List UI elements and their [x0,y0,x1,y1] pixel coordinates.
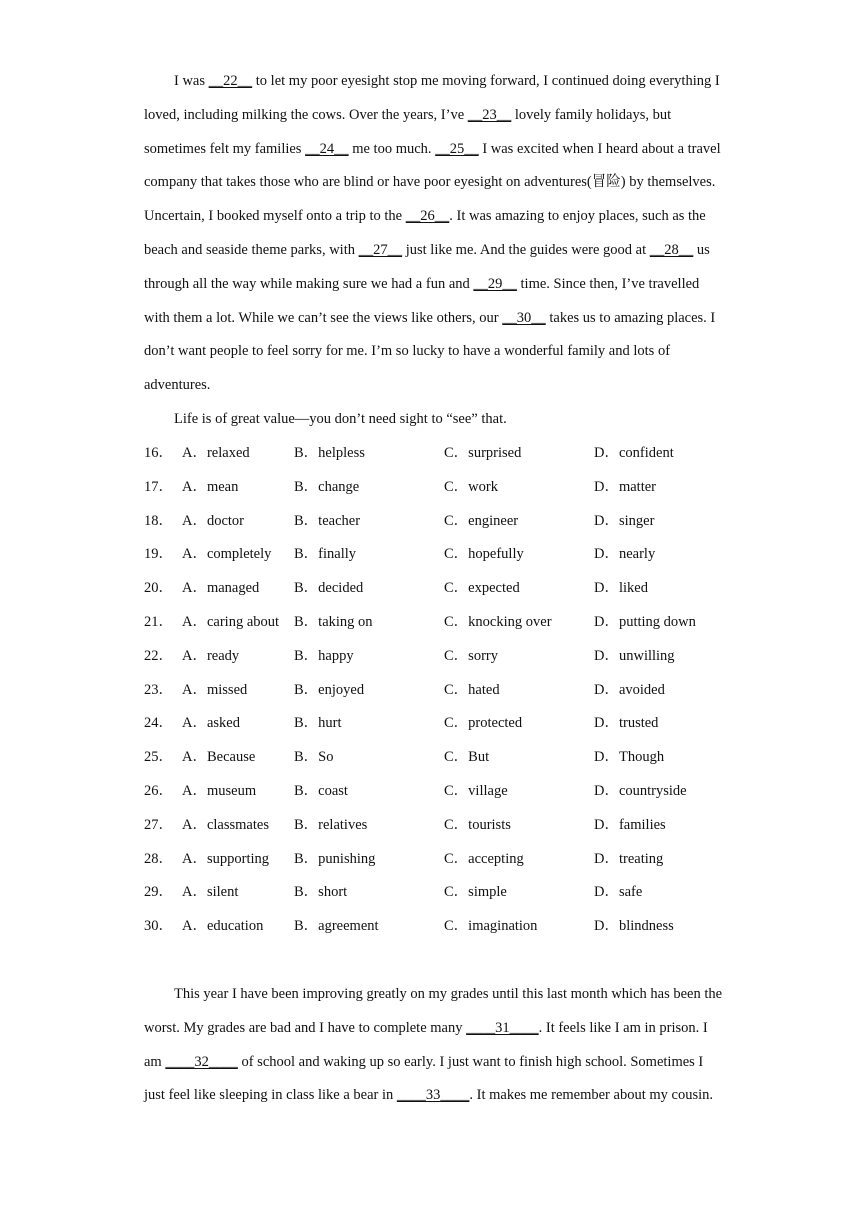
question-number: 25． [144,749,173,766]
answer-blank: __22__ [208,73,253,89]
question-number: 26． [144,782,173,799]
passage1-closing-line: Life is of great value—you don’t need sight to “see” that. [174,411,507,427]
question-number: 23． [144,681,173,698]
question-row [144,538,744,572]
option-a: A．museum [182,782,257,799]
question-row [144,505,744,539]
answer-blank: __25__ [435,140,479,157]
answer-blank: __27__ [358,241,403,258]
passage-text: . It feels like I am in prison. I am [144,1019,708,1070]
question-row [144,910,744,944]
passage-text: takes us to amazing places. I don’t want people to feel sorry for me. I’m so lucky to have a wonderful family and lots of adventures. [144,309,716,394]
answer-blank: __24__ [305,140,349,157]
option-b: B．teacher [294,512,361,529]
option-d: D．safe [594,884,643,901]
question-row [144,843,744,877]
option-b: B．punishing [294,850,376,867]
question-row [144,809,744,843]
question-number: 18． [144,512,173,529]
option-d: D．putting down [594,613,696,630]
option-c: C．knocking over [444,613,552,630]
question-row [144,640,744,674]
question-row [144,606,744,640]
option-a: A．managed [182,580,260,597]
option-a: A．mean [182,478,239,495]
passage-text: I was excited when I heard about a travel company that takes those who are blind or have poor eyesight on adventures(冒险) by themselves. Uncertain, I booked myself onto a trip to the [144,140,721,225]
passage-text: just like me. And the guides were good at [402,241,650,258]
option-c: C．hopefully [444,546,524,563]
option-b: B．agreement [294,918,379,935]
answer-blank: ____33____ [396,1087,470,1104]
passage-text: lovely family holidays, but sometimes felt my families [144,106,672,157]
option-b: B．coast [294,782,348,799]
answer-blank: __30__ [502,309,546,326]
option-d: D．trusted [594,715,659,732]
question-options-list [144,437,744,944]
option-b: B．taking on [294,613,373,630]
question-row [144,471,744,505]
answer-blank: ____31____ [466,1019,539,1036]
answer-blank: ____32____ [165,1053,238,1070]
passage-text: This year I have been improving greatly on my grades until this last month which has been the worst. My grades are bad and I have to complete many [144,986,723,1036]
option-c: C．accepting [444,850,524,867]
option-a: A．ready [182,647,240,664]
passage-text: . It was amazing to enjoy places, such as the beach and seaside theme parks, with [144,208,706,258]
question-row [144,741,744,775]
option-c: C．village [444,782,508,799]
question-number: 17． [144,478,173,495]
option-d: D．unwilling [594,647,675,664]
passage-text: time. Since then, I’ve travelled with them a lot. While we can’t see the views like others, our [144,275,700,326]
question-number: 16． [144,445,173,461]
option-d: D．treating [594,850,664,867]
option-b: B．helpless [294,445,365,461]
option-a: A．doctor [182,512,245,529]
passage2-paragraph [144,978,724,1113]
option-b: B．relatives [294,816,368,833]
option-b: B．finally [294,546,357,563]
question-number: 30． [144,918,173,935]
option-d: D．liked [594,580,648,597]
option-a: A．silent [182,884,239,901]
option-d: D．singer [594,512,655,529]
question-number: 21． [144,613,173,630]
answer-blank: __28__ [649,241,694,258]
option-d: D．confident [594,445,674,461]
question-number: 22． [144,647,173,664]
option-c: C．surprised [444,445,522,461]
passage-text: me too much. [348,140,436,157]
option-a: A．caring about [182,613,280,630]
option-d: D．avoided [594,681,665,698]
option-a: A．education [182,918,264,935]
question-number: 29． [144,884,173,901]
option-c: C．But [444,749,490,766]
option-c: C．engineer [444,512,519,529]
option-d: D．families [594,816,666,833]
option-c: C．tourists [444,816,511,833]
option-b: B．decided [294,580,364,597]
question-number: 24． [144,715,173,732]
option-a: A．Because [182,749,256,766]
option-d: D．countryside [594,782,687,799]
option-a: A．relaxed [182,445,250,461]
option-b: B．happy [294,647,354,664]
option-d: D．Though [594,749,665,766]
passage-text: . It makes me remember about my cousin. [469,1087,713,1104]
option-c: C．imagination [444,918,538,935]
question-row [144,775,744,809]
question-number: 19． [144,546,173,563]
option-b: B．short [294,884,348,901]
option-d: D．blindness [594,918,674,935]
passage-text: I was [174,73,209,89]
option-b: B．change [294,478,360,495]
option-b: B．hurt [294,715,342,732]
question-row [144,674,744,708]
option-c: C．hated [444,681,500,698]
question-row [144,876,744,910]
passage-text: to let my poor eyesight stop me moving forward, I continued doing everything I loved, including milking the cows. Over the years, I’ve [144,73,720,123]
option-c: C．expected [444,580,520,597]
option-d: D．matter [594,478,657,495]
option-a: A．asked [182,715,240,732]
question-row [144,572,744,606]
option-b: B．So [294,749,334,766]
question-row [144,437,744,471]
option-c: C．sorry [444,647,498,664]
answer-blank: __23__ [467,106,512,123]
question-number: 20． [144,580,173,597]
option-a: A．classmates [182,816,269,833]
passage-text: us through all the way while making sure we had a fun and [144,241,710,292]
question-row [144,707,744,741]
option-a: A．missed [182,681,248,698]
option-a: A．completely [182,546,272,563]
option-c: C．protected [444,715,523,732]
answer-blank: __26__ [405,208,450,225]
question-number: 28． [144,850,173,867]
option-c: C．work [444,478,498,495]
option-b: B．enjoyed [294,681,365,698]
answer-blank: __29__ [473,275,517,292]
passage-text: of school and waking up so early. I just want to finish high school. Sometimes I just feel like sleeping in class like a bear in [144,1053,704,1104]
option-c: C．simple [444,884,507,901]
option-d: D．nearly [594,546,656,563]
question-number: 27． [144,816,173,833]
option-a: A．supporting [182,850,269,867]
passage1-paragraph [144,65,724,403]
